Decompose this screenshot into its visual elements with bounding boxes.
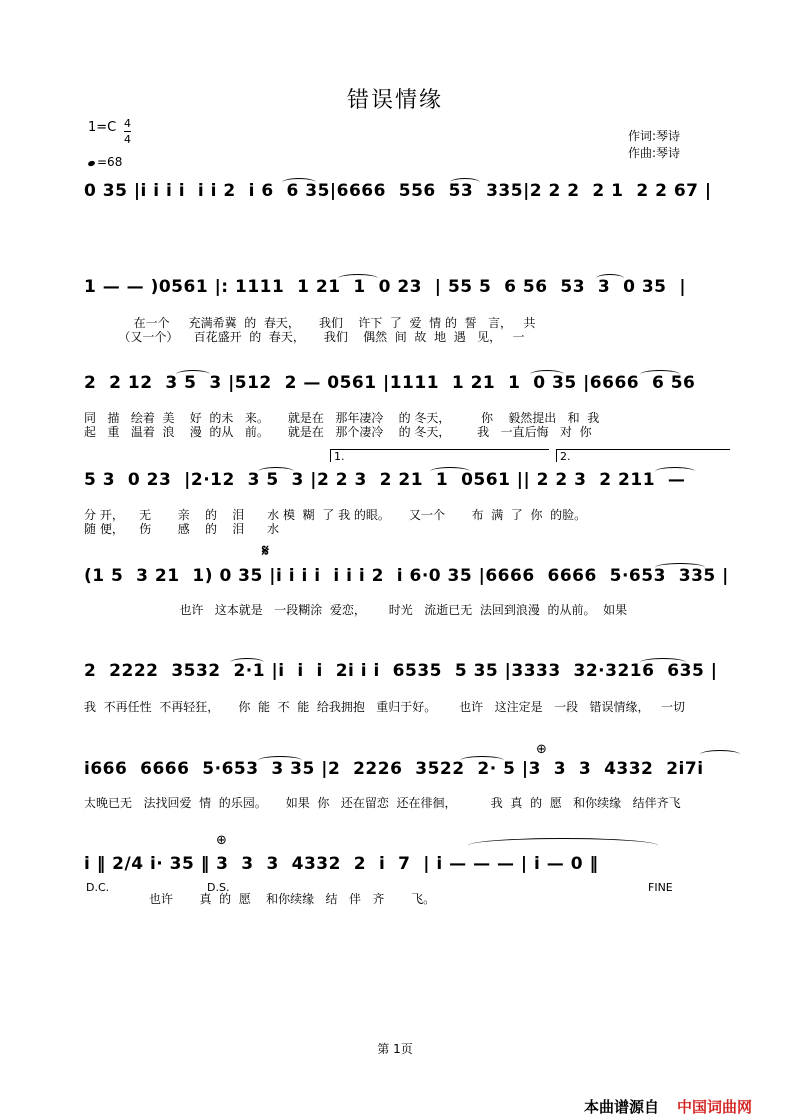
key-signature <box>88 117 131 146</box>
song-title: 错误情缘 <box>346 88 443 113</box>
lyric-row-3-line-2: 起 重 温着 浪 漫 的从 前。 就是在 那个凄冷 的 冬天， 我 一直后悔 对 你 <box>84 425 592 439</box>
lyric-row-4-line-1: 分 开， 无 亲 的 泪 水 模 糊 了 我 的眼。 又一个 布 满 了 你 的脸。 <box>84 508 587 522</box>
slur <box>176 370 210 379</box>
notation-row-2: 1 — — )0561 |: 1111 1 21 1 0 23 | 55 5 6 56 53 3 0 35 | <box>84 277 687 297</box>
tie <box>468 838 658 853</box>
time-bottom: 4 <box>124 133 131 146</box>
composer: 作曲:琴诗 <box>628 146 681 160</box>
quarter-note-icon <box>87 160 95 167</box>
lyric-row-2-line-2: （又一个） 百花盛开 的 春天， 我们 偶然 间 故 地 遇 见， 一 <box>84 330 525 344</box>
notation-row-7: i666 6666 5·653 3 35 |2 2226 3522 2· 5 |3 3 3 4332 2i7i <box>84 759 717 779</box>
lyric-row-5: 也许 这本就是 一段糊涂 爱恋， 时光 流逝已无 法回到浪漫 的从前。 如果 <box>84 603 628 617</box>
notation-row-6: 2 2222 3532 2·1 |i i i 2i i i 6535 5 35 |3333 32·3216 635 | <box>84 661 718 681</box>
lyric-row-6: 我 不再任性 不再轻狂， 你 能 不 能 给我拥抱 重归于好。 也许 这注定是 一段 错误情缘， 一切 <box>84 700 685 714</box>
volta-first-ending: 1. <box>330 449 549 462</box>
notation-row-4: 5 3 0 23 |2·12 3 5 3 |2 2 3 2 21 1 0561 || 2 2 3 2 211 — <box>84 470 686 490</box>
slur <box>450 178 480 187</box>
slur <box>258 467 294 476</box>
notation-row-1: 0 35 |i i i i i i 2 i 6 6 35|6666 556 53 335|2 2 2 2 1 2 2 67 | <box>84 181 712 201</box>
da-capo-mark: D.C. <box>86 881 110 894</box>
slur <box>700 750 740 759</box>
tempo-value: =68 <box>97 155 123 169</box>
slur <box>640 658 686 667</box>
slur <box>338 274 378 283</box>
coda-icon-2: ⊕ <box>216 833 227 848</box>
notation-row-8: i ‖ 2/4 i· 35 ‖ 3 3 3 4332 2 i 7 | i — — — | i — 0 ‖ <box>84 854 599 874</box>
lyric-row-7: 太晚已无 法找回爱 情 的乐园。 如果 你 还在留恋 还在徘徊， 我 真 的 愿 和你续缘 结伴齐飞 <box>84 796 681 810</box>
slur <box>282 178 316 187</box>
slur <box>596 274 624 283</box>
coda-icon: ⊕ <box>536 742 547 757</box>
fine-mark: FINE <box>648 881 673 894</box>
lyric-row-4-line-2: 随 便， 伤 感 的 泪 水 <box>84 522 280 536</box>
source-credit <box>584 1096 752 1117</box>
slur <box>258 756 302 765</box>
slur <box>460 756 504 765</box>
source-label: 本曲谱源自 <box>584 1098 660 1116</box>
lyric-row-8: 也许 真 的 愿 和你续缘 结 伴 齐 飞。 <box>84 892 436 906</box>
slur <box>430 467 470 476</box>
lyricist: 作词:琴诗 <box>628 129 681 143</box>
time-signature <box>124 116 131 147</box>
lyric-row-3-line-1: 同 描 绘着 美 好 的未 来。 就是在 那年凄冷 的 冬天， 你 毅然提出 和 我 <box>84 411 600 425</box>
page-number: 第 1页 <box>377 1042 413 1056</box>
lyric-row-2-line-1: 在一个 充满希冀 的 春天， 我们 许下 了 爱 情 的 誓 言， 共 <box>84 316 536 330</box>
volta-second-ending: 2. <box>556 449 730 462</box>
dal-segno-mark: D.S. <box>207 881 230 894</box>
notation-row-5: (1 5 3 21 1) 0 35 |i i i i i i i 2 i 6·0 35 |6666 6666 5·653 335 | <box>84 566 729 586</box>
segno-icon: 𝄋 <box>262 541 269 560</box>
site-link[interactable]: 中国词曲网 <box>677 1098 753 1116</box>
slur <box>640 370 680 379</box>
time-top: 4 <box>124 117 131 130</box>
slur <box>530 370 564 379</box>
tempo-marking <box>88 155 122 169</box>
slur <box>230 658 264 667</box>
key-label: 1=C <box>88 120 117 135</box>
notation-row-3: 2 2 12 3 5 3 |512 2 — 0561 |1111 1 21 1 0 35 |6666 6 56 <box>84 373 696 393</box>
slur <box>655 563 705 572</box>
slur <box>655 467 695 476</box>
